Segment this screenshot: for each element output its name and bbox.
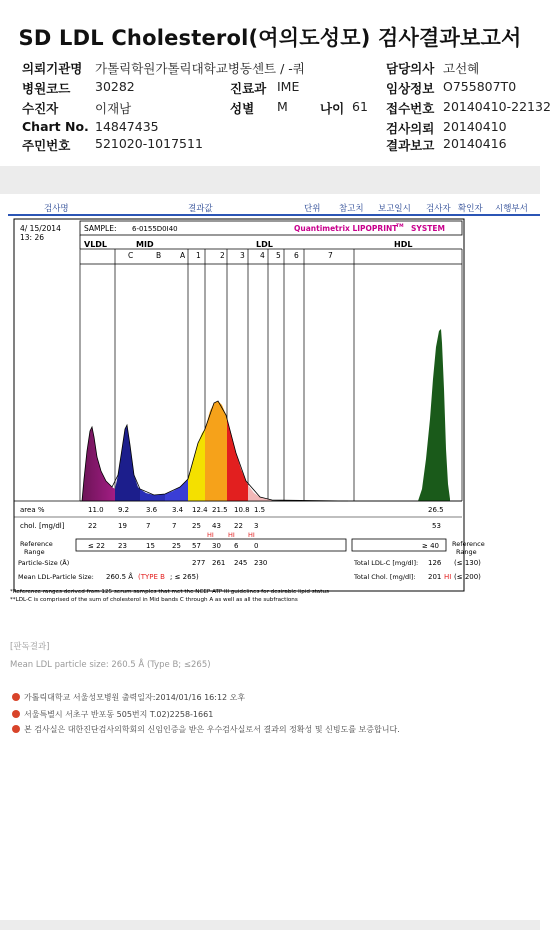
label-age: 나이 [320,101,345,116]
particle-value-0: 277 [192,559,206,567]
area-value-0: 11.0 [88,506,104,514]
value-requesting-institution: 가톨릭학원가톨릭대학교병동센트 / -쿼 [95,61,305,76]
col-confirmer: 확인자 [458,204,483,214]
col-report-date: 보고일시 [378,204,411,214]
band-label-7: 7 [328,251,333,260]
ref-label-right-2: Range [456,548,477,556]
value-doctor: 고선혜 [443,61,480,76]
particle-value-1: 261 [212,559,226,567]
chol-value-3: 7 [172,522,177,530]
chol-value-2: 7 [146,522,151,530]
value-chart-no: 14847435 [95,119,159,134]
band-label-5: 5 [276,251,281,260]
col-result: 결과값 [188,204,213,214]
report-title: SD LDL Cholesterol(여의도성모) 검사결과보고서 [18,26,522,50]
ref-value-1: 23 [118,542,127,550]
area-value-5: 21.5 [212,506,228,514]
band-label-2: 2 [220,251,225,260]
vldl-peak [82,427,115,501]
col-tester: 검사자 [426,204,451,214]
group-mid: MID [136,240,154,249]
value-hospital-code: 30282 [95,79,135,94]
mean-value: 260.5 Å [106,573,134,581]
chol-value-6: 22 [234,522,243,530]
label-department: 진료과 [230,81,267,96]
system-tm: TM [396,224,404,229]
label-sex: 성별 [230,101,255,116]
area-label: area % [20,506,45,514]
total-chol-value: 201 [428,573,442,581]
bullet-icon [12,710,20,718]
mean-type: (TYPE B [138,573,165,581]
value-test-request: 20140410 [443,119,507,134]
separator-band [0,166,540,194]
lipoprint-chart [8,219,532,611]
label-requesting-institution: 의뢰기관명 [22,61,83,76]
ref-value-4: 57 [192,542,201,550]
bottom-band [0,920,540,930]
value-clinical-info: O755807T0 [443,79,517,94]
system-name: Quantimetrix LIPOPRINT [294,224,398,233]
bullet-icon [12,725,20,733]
value-sex: M [277,99,288,114]
report-time: 13: 26 [20,233,44,242]
chol-label: chol. [mg/dl] [20,522,65,530]
result-heading: [판독결과] [10,642,50,652]
ref-value-6: 6 [234,542,239,550]
report-date: 4/ 15/2014 [20,224,61,233]
system-suffix: SYSTEM [411,224,445,233]
particle-value-2: 245 [234,559,248,567]
total-chol-flag: HI [444,573,452,581]
total-chol-label: Total Chol. [mg/dl]: [354,573,416,581]
particle-label: Particle-Size (Å) [18,559,70,567]
band-label-1: 1 [196,251,201,260]
footer-line-certification: 본 검사실은 대한진단검사의학회의 신임인증을 받은 우수검사실로서 결과의 정확성 및 신빙도를 보증합니다. [12,724,400,735]
lipoprint-report [8,219,532,611]
hdl-peak [418,329,450,501]
header-divider [8,214,540,216]
label-doctor: 담당의사 [386,61,435,76]
ref-label-right-1: Reference [452,540,485,548]
value-age: 61 [352,99,368,114]
label-hospital-code: 병원코드 [22,81,71,96]
value-result-report: 20140416 [443,136,507,151]
label-clinical-info: 임상정보 [386,81,435,96]
chol-value-5: 43 [212,522,221,530]
band-label-B: B [156,251,162,260]
total-ldl-limit: (≤ 130) [454,559,481,567]
flag-hi-3: HI [228,531,235,539]
value-patient: 이재남 [95,101,132,116]
value-receipt-number: 20140410-22132 [443,99,551,114]
ref-value-2: 15 [146,542,155,550]
area-value-2: 3.6 [146,506,158,514]
chol-value-4: 25 [192,522,201,530]
col-department: 시행부서 [495,204,528,214]
band-label-C: C [128,251,134,260]
total-ldl-label: Total LDL-C [mg/dl]: [354,559,419,567]
chol-hdl: 53 [432,522,441,530]
label-patient: 수진자 [22,101,59,116]
flag-hi-2: HI [207,531,214,539]
result-text: Mean LDL particle size: 260.5 Å (Type B; ≤265) [10,660,211,670]
ref-label-1: Reference [20,540,53,548]
mean-limit: ; ≤ 265) [170,573,199,581]
ref-value-7: 0 [254,542,259,550]
value-resident-number: 521020-1017511 [95,136,203,151]
chol-value-7: 3 [254,522,259,530]
ref-label-2: Range [24,548,45,556]
footnote-1: *Reference ranges derived from 125 serum samples that met the NCEP ATP III guidelines for desirable lipid status [10,589,329,595]
area-value-4: 12.4 [192,506,208,514]
sample-label: SAMPLE: [84,224,117,233]
ref-value-5: 30 [212,542,221,550]
chol-value-1: 19 [118,522,127,530]
ref-value-0: ≤ 22 [88,542,105,550]
ref-value-3: 25 [172,542,181,550]
band-label-A: A [180,251,186,260]
area-value-3: 3.4 [172,506,184,514]
mid-c-peak [115,425,140,501]
ldl2-peak [205,401,227,501]
label-resident-number: 주민번호 [22,138,71,153]
col-unit: 단위 [304,204,321,214]
result-table-header [8,200,540,214]
area-value-6: 10.8 [234,506,250,514]
total-chol-limit: (≤ 200) [454,573,481,581]
area-value-1: 9.2 [118,506,130,514]
flag-hi-4: HI [248,531,255,539]
group-hdl: HDL [394,240,413,249]
footer-line-hospital: 가톨릭대학교 서울성모병원 출력일자:2014/01/16 16:12 오후 [12,692,245,703]
area-hdl: 26.5 [428,506,444,514]
band-label-3: 3 [240,251,245,260]
sample-id: 6-0155D0I40 [132,225,178,233]
group-ldl: LDL [256,240,273,249]
bullet-icon [12,693,20,701]
label-receipt-number: 접수번호 [386,101,435,116]
col-reference: 참고치 [339,204,364,214]
mean-label: Mean LDL-Particle Size: [18,573,94,581]
patient-info-block [0,56,551,156]
label-test-request: 검사의뢰 [386,121,435,136]
particle-value-3: 230 [254,559,268,567]
footnote-2: **LDL-C is comprised of the sum of cholesterol in Mid bands C through A as well as all the subfractions [10,597,298,603]
group-vldl: VLDL [84,240,108,249]
band-label-6: 6 [294,251,299,260]
col-test-name: 검사명 [44,204,69,214]
footer-line-address: 서울특별시 서초구 반포동 505번지 T.02)2258-1661 [12,709,213,720]
chart-frame [14,219,464,591]
band-label-4: 4 [260,251,265,260]
total-ldl-value: 126 [428,559,442,567]
value-department: IME [277,79,300,94]
ref-hdl: ≥ 40 [422,542,439,550]
area-value-7: 1.5 [254,506,266,514]
label-chart-no: Chart No. [22,119,89,134]
ldl1-peak [188,429,205,501]
label-result-report: 결과보고 [386,138,435,153]
chol-value-0: 22 [88,522,97,530]
